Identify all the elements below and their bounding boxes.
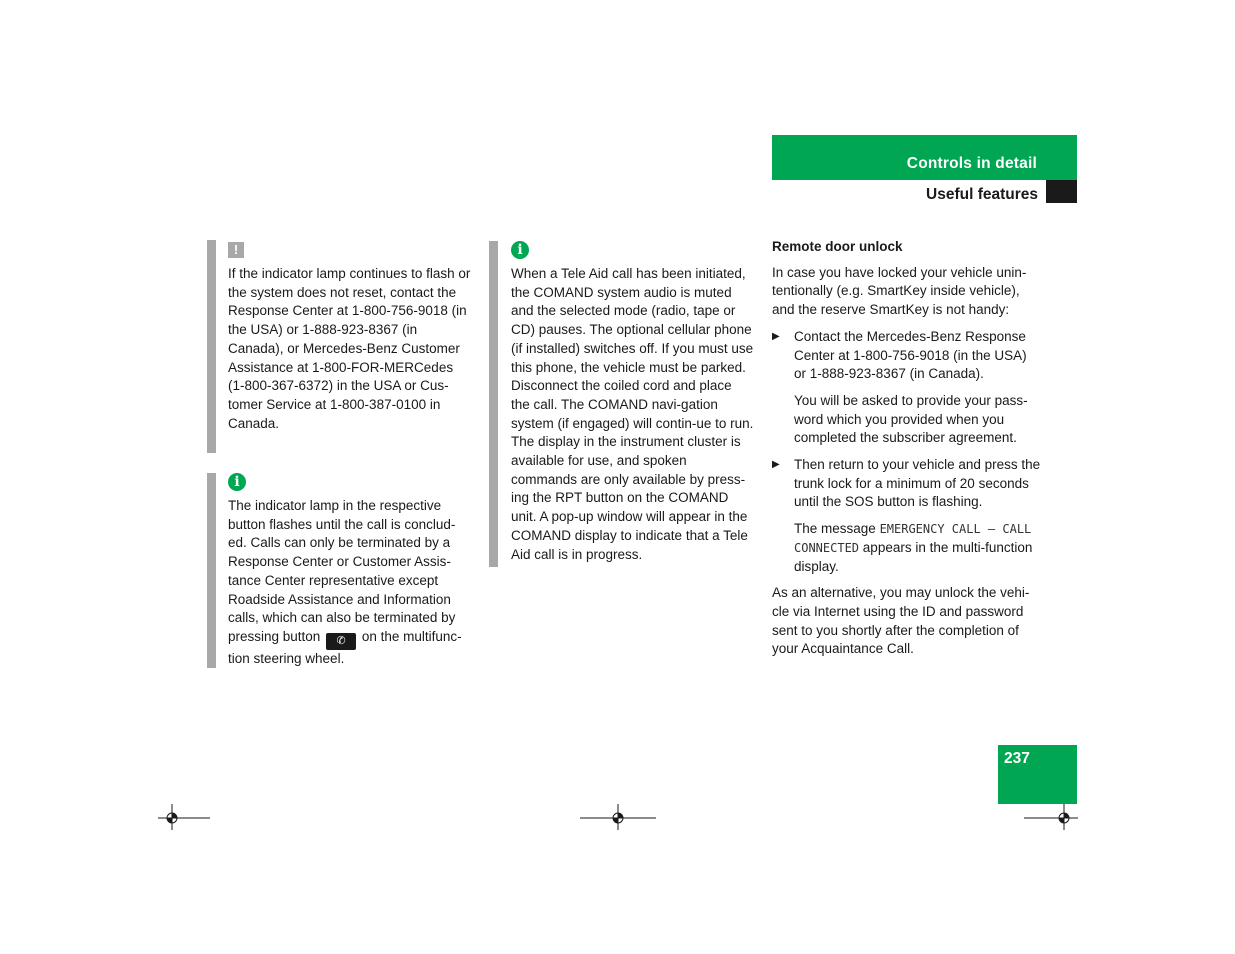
section-heading: Remote door unlock xyxy=(772,239,903,254)
triangle-bullet-icon: ▶ xyxy=(772,459,780,471)
info-note-text: When a Tele Aid call has been initiated, the COMAND system audio is muted and the selected mode (radio, tape or CD) pauses. The optional cellular phone (if installed) switches off. If you must use this phone, the vehicle must be parked. Disconnect the coiled cord and place the call. The COMAND navi-gation system (if engaged) will contin-ue to run. The display in the instrument cluster is available for use, and spoken commands are only available by press-ing the RPT button on the COMAND unit. A pop-up window will appear in the COMAND display to indicate that a Tele Aid call is in progress. xyxy=(511,266,754,562)
registration-mark-icon xyxy=(580,800,656,830)
step-bullet xyxy=(772,456,1042,512)
info-note-text-after: on the multifunc-tion steering wheel. xyxy=(228,628,462,666)
info-note-text xyxy=(228,497,472,669)
warning-note-text: If the indicator lamp continues to flash or the system does not reset, contact the Response Center at 1-800-756-9018 (in the USA) or 1-888-923-8367 (in Canada), or Mercedes-Benz Customer Assistance at 1-800-FOR-MERCedes (1-800-367-6372) in the USA or Cus-tomer Service at 1-800-387-0100 in Canada. xyxy=(228,266,471,431)
warning-note xyxy=(207,240,472,453)
message-text-after: appears in the multi-function display. xyxy=(794,539,1033,574)
end-call-button-icon: ✆ xyxy=(326,633,356,650)
subsection-marker xyxy=(1046,180,1077,203)
subsection-title: Useful features xyxy=(926,186,1038,203)
registration-mark-icon xyxy=(150,800,210,830)
step-note xyxy=(772,520,1042,576)
section-title: Controls in detail xyxy=(906,155,1037,172)
info-icon: i xyxy=(511,241,529,259)
step-text: Contact the Mercedes-Benz Response Center at 1-800-756-9018 (in the USA) or 1-888-923-8367 (in Canada). xyxy=(794,328,1027,382)
intro-paragraph: In case you have locked your vehicle unin-tentionally (e.g. SmartKey inside vehicle), and the reserve SmartKey is not handy: xyxy=(772,264,1027,318)
section-header-band xyxy=(772,135,1077,180)
registration-mark-icon xyxy=(1024,800,1084,830)
note-bar xyxy=(207,240,216,453)
note-bar xyxy=(207,473,216,668)
step-text: Then return to your vehicle and press the trunk lock for a minimum of 20 seconds until the SOS button is flashing. xyxy=(794,457,1041,510)
info-note-tele-aid xyxy=(489,241,754,567)
page-number: 237 xyxy=(1004,750,1030,767)
step-bullet xyxy=(772,328,1042,384)
message-text-before: The message xyxy=(794,521,876,537)
triangle-bullet-icon: ▶ xyxy=(772,330,780,342)
info-note-indicator-lamp xyxy=(207,473,472,668)
display-message: EMERGENCY CALL – CALL CONNECTED xyxy=(794,522,1032,555)
info-note-text-before: The indicator lamp in the respective button flashes until the call is conclud-ed. Calls can only be terminated by a Response Center or Customer Assis-tance Center representative except Roadside Assistance and Information calls, which can also be terminated by pressing button xyxy=(228,498,456,644)
info-icon: i xyxy=(228,473,246,491)
warning-icon: ! xyxy=(228,242,244,258)
note-bar xyxy=(489,241,498,567)
step-note: You will be asked to provide your pass-word which you provided when you completed the subscriber agreement. xyxy=(794,392,1028,446)
remote-door-unlock-section xyxy=(772,238,1042,667)
page-number-box xyxy=(998,745,1077,804)
alternative-paragraph: As an alternative, you may unlock the vehi-cle via Internet using the ID and password sent to you shortly after the completion of your Acquaintance Call. xyxy=(772,585,1030,657)
